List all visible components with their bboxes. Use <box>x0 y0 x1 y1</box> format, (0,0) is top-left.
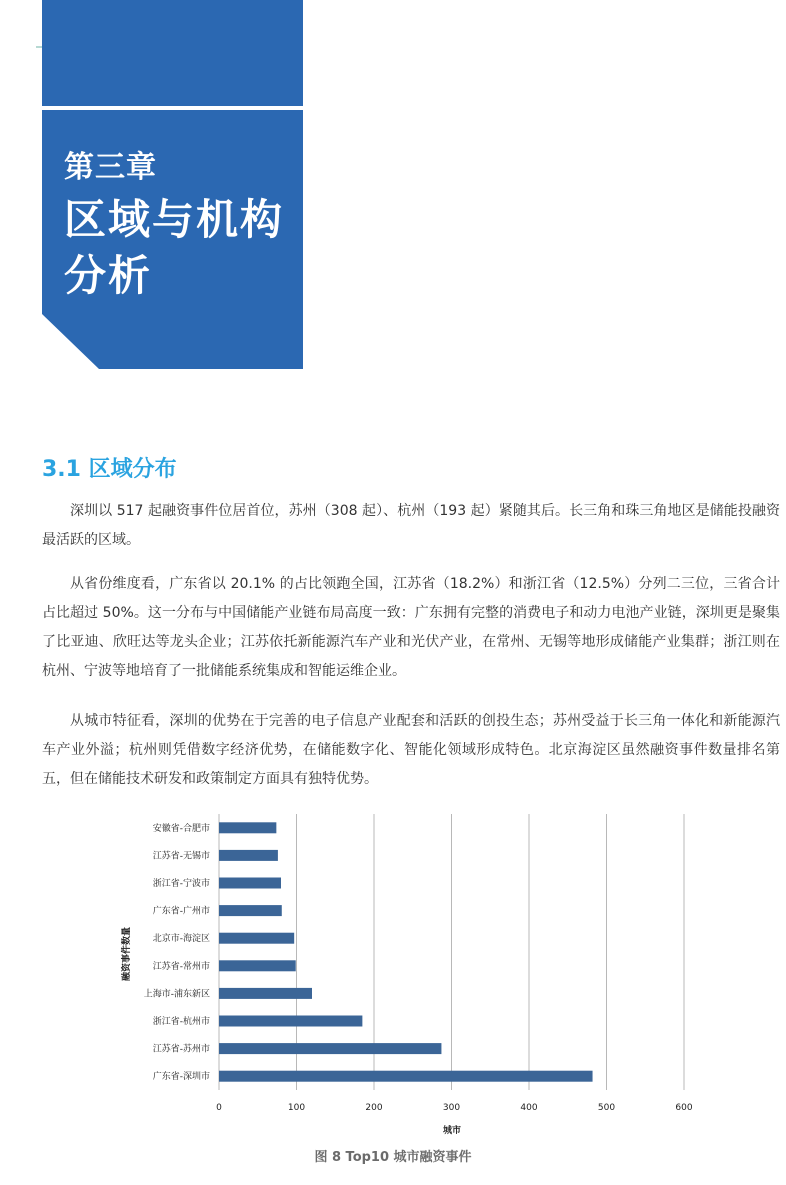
bar <box>219 878 281 889</box>
bar <box>219 822 276 833</box>
body-paragraph: 从城市特征看，深圳的优势在于完善的电子信息产业配套和活跃的创投生态；苏州受益于长三角一体化和新能源汽车产业外溢；杭州则凭借数字经济优势，在储能数字化、智能化领域形成特色。北京海淀区虽然融资事件数量排名第五，但在储能技术研发和政策制定方面具有独特优势。 <box>42 713 780 787</box>
section-heading: 3.1 区域分布 <box>42 457 177 482</box>
y-tick-label: 浙江省-宁波市 <box>152 879 210 889</box>
bar <box>219 1016 362 1027</box>
bar <box>219 850 278 861</box>
x-tick-label: 0 <box>216 1103 222 1113</box>
bar <box>219 1071 593 1082</box>
y-tick-label: 浙江省-杭州市 <box>152 1017 210 1027</box>
y-axis-title: 融资事件数量 <box>122 926 132 982</box>
figure-caption: 图 8 Top10 城市融资事件 <box>314 1150 472 1165</box>
x-tick-label: 300 <box>442 1103 461 1113</box>
y-tick-label: 广东省-深圳市 <box>152 1072 210 1083</box>
y-tick-label: 广东省-广州市 <box>152 906 210 917</box>
y-tick-label: 江苏省-无锡市 <box>152 851 210 862</box>
city-financing-bar-chart <box>0 800 786 1145</box>
chart-y-tick-labels <box>144 822 210 1082</box>
body-paragraph: 从省份维度看，广东省以 20.1% 的占比领跑全国，江苏省（18.2%）和浙江省（12.5%）分列二三位，三省合计占比超过 50%。这一分布与中国储能产业链布局高度一致：广东拥有完整的消费电子和动力电池产业链，深圳更是聚集了比亚迪、欣旺达等龙头企业；江苏依托新能源汽车产业和光伏产业，在常州、无锡等地形成储能产业集群；浙江则在杭州、宁波等地培育了一批储能系统集成和智能运维企业。 <box>42 576 780 679</box>
chart-x-tick-labels <box>216 1103 693 1113</box>
x-tick-label: 400 <box>520 1103 538 1113</box>
bar <box>219 988 312 999</box>
chapter-title: 区域与机构分析 <box>64 195 285 300</box>
y-tick-label: 江苏省-苏州市 <box>152 1044 210 1055</box>
y-tick-label: 上海市-浦东新区 <box>143 989 210 1000</box>
y-tick-label: 安徽省-合肥市 <box>152 823 210 834</box>
x-tick-label: 200 <box>365 1103 383 1113</box>
bar <box>219 960 296 971</box>
chart-bars <box>219 822 593 1081</box>
y-tick-label: 北京市-海淀区 <box>152 934 210 945</box>
bar <box>219 905 282 916</box>
header-accent-line <box>36 46 42 48</box>
chapter-label: 第三章 <box>64 150 157 185</box>
x-tick-label: 100 <box>287 1103 306 1113</box>
x-tick-label: 600 <box>675 1103 693 1113</box>
bar <box>219 933 294 944</box>
chapter-header-top-block <box>42 0 303 106</box>
x-tick-label: 500 <box>597 1103 616 1113</box>
bar <box>219 1043 441 1054</box>
y-tick-label: 江苏省-常州市 <box>152 961 210 972</box>
body-paragraph: 深圳以 517 起融资事件位居首位，苏州（308 起）、杭州（193 起）紧随其后。长三角和珠三角地区是储能投融资最活跃的区域。 <box>42 503 780 548</box>
x-axis-title: 城市 <box>442 1126 462 1136</box>
